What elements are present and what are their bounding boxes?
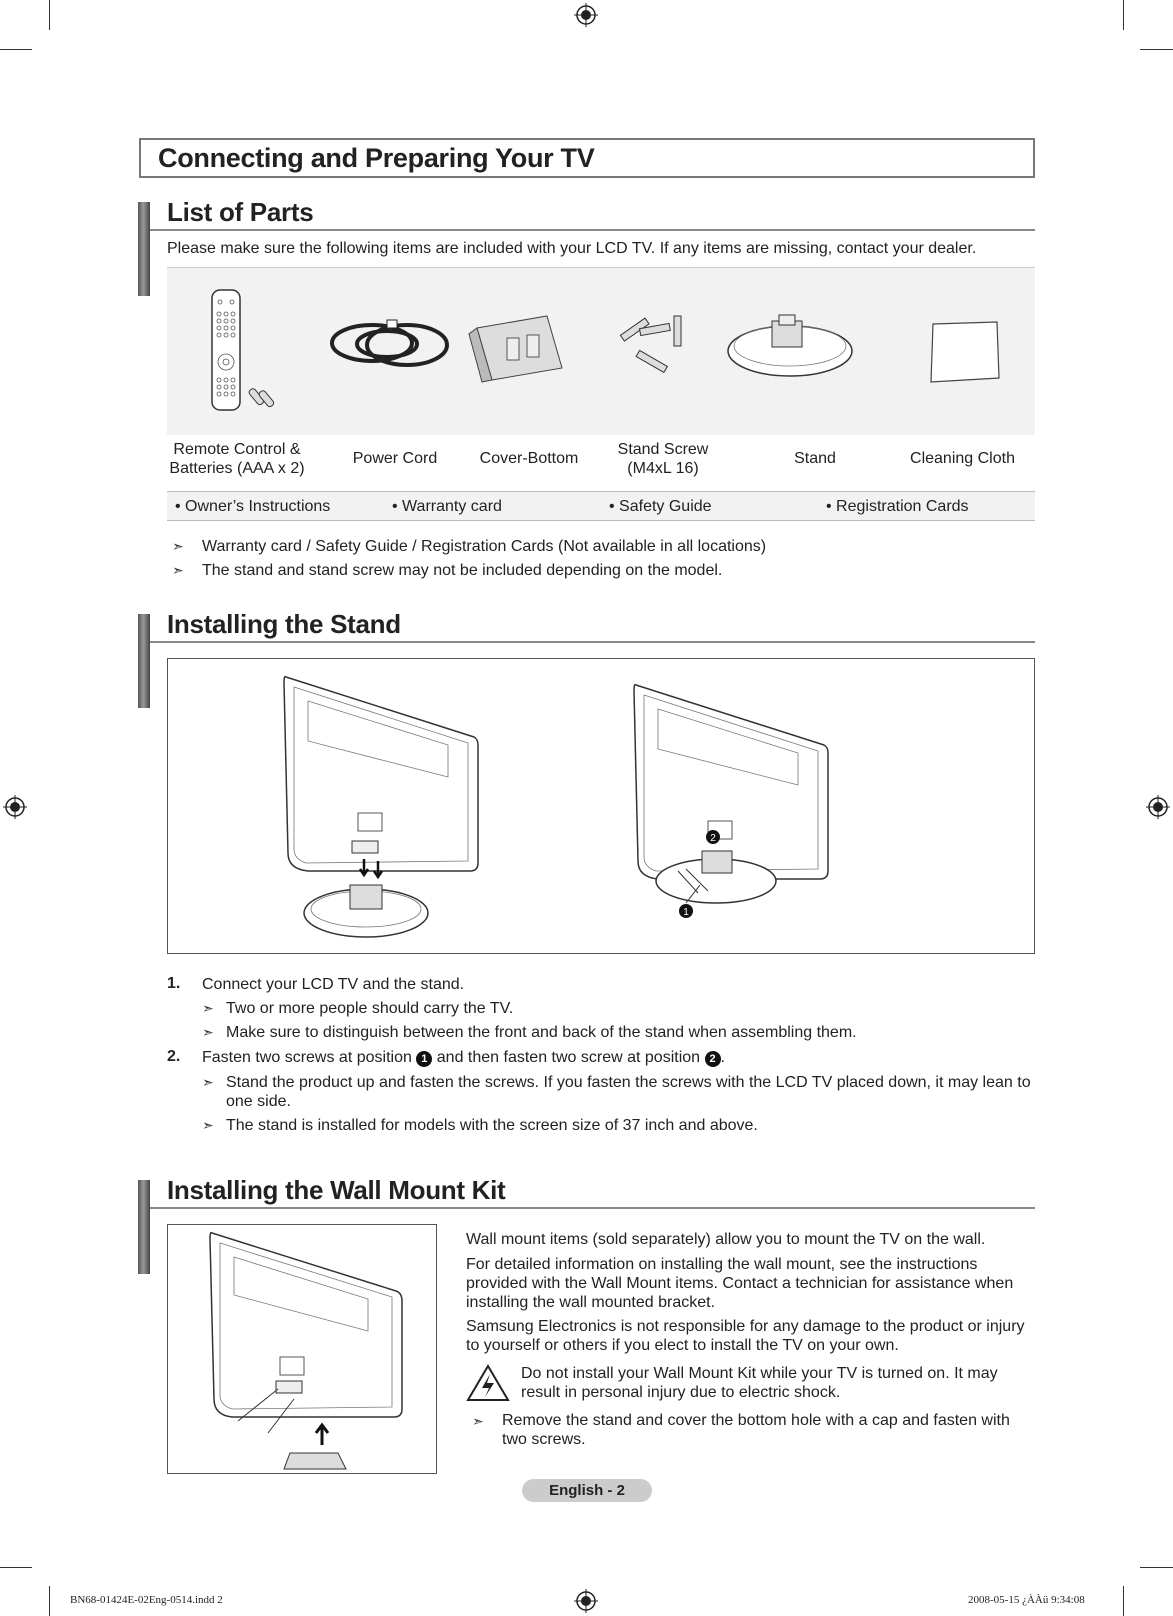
document-item: • Owner’s Instructions bbox=[175, 498, 331, 515]
step-number: 1. bbox=[167, 975, 181, 992]
svg-text:2: 2 bbox=[710, 833, 716, 844]
cover-bottom-icon bbox=[467, 308, 567, 388]
section-rule bbox=[150, 1207, 1035, 1209]
step-note: Two or more people should carry the TV. bbox=[226, 1000, 514, 1017]
parts-illustrations bbox=[167, 267, 1035, 435]
parts-note: Warranty card / Safety Guide / Registration Cards (Not available in all locations) bbox=[202, 538, 767, 555]
registration-mark-icon bbox=[3, 795, 27, 819]
note-arrow-icon: ➣ bbox=[202, 1024, 214, 1040]
part-label: Remote Control & Batteries (AAA x 2) bbox=[169, 441, 305, 477]
note-arrow-icon: ➣ bbox=[202, 1117, 214, 1133]
section-title-wall-mount: Installing the Wall Mount Kit bbox=[167, 1175, 506, 1205]
page-title: Connecting and Preparing Your TV bbox=[158, 143, 595, 173]
crop-mark bbox=[1123, 0, 1124, 30]
crop-mark bbox=[0, 1567, 32, 1568]
parts-note: The stand and stand screw may not be included depending on the model. bbox=[202, 562, 723, 579]
section-rule bbox=[150, 229, 1035, 231]
section-title-list-of-parts: List of Parts bbox=[167, 197, 314, 227]
registration-mark-icon bbox=[574, 3, 598, 27]
note-arrow-icon: ➣ bbox=[202, 1000, 214, 1016]
section-title-installing-stand: Installing the Stand bbox=[167, 609, 401, 639]
position-marker-1: 1 bbox=[416, 1051, 432, 1067]
stand-illustration bbox=[167, 658, 1035, 954]
part-label: Cleaning Cloth bbox=[910, 450, 1015, 467]
wall-mount-para2: For detailed information on installing the wall mount, see the instructions provided with the Wall Mount items. Contact a technician for assistance when installing the wall mounted bracket. bbox=[466, 1256, 1014, 1311]
footer-file-info: BN68-01424E-02Eng-0514.indd 2 bbox=[70, 1594, 223, 1606]
section-bar bbox=[138, 1180, 150, 1274]
note-arrow-icon: ➣ bbox=[472, 1413, 484, 1429]
wall-mount-para1: Wall mount items (sold separately) allow you to mount the TV on the wall. bbox=[466, 1231, 986, 1248]
electric-shock-warning-icon bbox=[466, 1364, 510, 1402]
tv-back-illustration bbox=[278, 673, 498, 943]
document-item: • Registration Cards bbox=[826, 498, 969, 515]
tv-assembled-illustration bbox=[628, 681, 858, 921]
step-text: Fasten two screws at position 1 and then fasten two screw at position 2 . bbox=[202, 1049, 725, 1066]
crop-mark bbox=[1140, 1567, 1173, 1568]
document-item: • Safety Guide bbox=[609, 498, 712, 515]
page-number-label: English - 2 bbox=[522, 1479, 652, 1502]
crop-mark bbox=[49, 1586, 50, 1616]
step-note: one side. bbox=[226, 1093, 291, 1110]
registration-mark-icon bbox=[1146, 795, 1170, 819]
step-note: Stand the product up and fasten the screws. If you fasten the screws with the LCD TV placed down, it may lean to bbox=[226, 1074, 1031, 1091]
step-note: Make sure to distinguish between the front and back of the stand when assembling them. bbox=[226, 1024, 857, 1041]
part-label: Stand bbox=[794, 450, 836, 467]
tv-wall-mount-illustration bbox=[198, 1231, 418, 1471]
wall-mount-para3: Samsung Electronics is not responsible for any damage to the product or injury to yourself or others if you elect to install the TV on your own. bbox=[466, 1318, 1025, 1354]
part-label: Cover-Bottom bbox=[479, 450, 579, 467]
section-bar bbox=[138, 202, 150, 296]
crop-mark bbox=[1140, 49, 1173, 50]
cleaning-cloth-icon bbox=[927, 320, 1002, 385]
step-note: The stand is installed for models with the screen size of 37 inch and above. bbox=[226, 1117, 758, 1134]
position-marker-2: 2 bbox=[705, 1051, 721, 1067]
documents-row bbox=[167, 491, 1035, 521]
part-label: Power Cord bbox=[352, 450, 438, 467]
wall-mount-illustration bbox=[167, 1224, 437, 1474]
power-cord-icon bbox=[327, 308, 452, 378]
section-bar bbox=[138, 614, 150, 708]
part-label: Stand Screw (M4xL 16) bbox=[617, 441, 709, 477]
crop-mark bbox=[1123, 1586, 1124, 1616]
wall-mount-warning: Do not install your Wall Mount Kit while your TV is turned on. It may result in personal injury due to electric shock. bbox=[521, 1365, 998, 1401]
remote-control-icon bbox=[207, 288, 282, 416]
crop-mark bbox=[0, 49, 32, 50]
stand-screw-icon bbox=[612, 308, 697, 383]
note-arrow-icon: ➣ bbox=[202, 1074, 214, 1090]
step-number: 2. bbox=[167, 1048, 181, 1065]
note-arrow-icon: ➣ bbox=[172, 538, 184, 554]
section-rule bbox=[150, 641, 1035, 643]
step-text: Connect your LCD TV and the stand. bbox=[202, 976, 465, 993]
document-item: • Warranty card bbox=[392, 498, 502, 515]
stand-icon bbox=[727, 313, 857, 383]
footer-timestamp: 2008-05-15 ¿ÀÀü 9:34:08 bbox=[968, 1594, 1085, 1606]
crop-mark bbox=[49, 0, 50, 30]
svg-text:1: 1 bbox=[683, 907, 689, 918]
parts-intro: Please make sure the following items are included with your LCD TV. If any items are missing, contact your dealer. bbox=[167, 240, 977, 257]
note-arrow-icon: ➣ bbox=[172, 562, 184, 578]
wall-mount-note: Remove the stand and cover the bottom hole with a cap and fasten with two screws. bbox=[502, 1412, 1010, 1448]
registration-mark-icon bbox=[574, 1589, 598, 1613]
